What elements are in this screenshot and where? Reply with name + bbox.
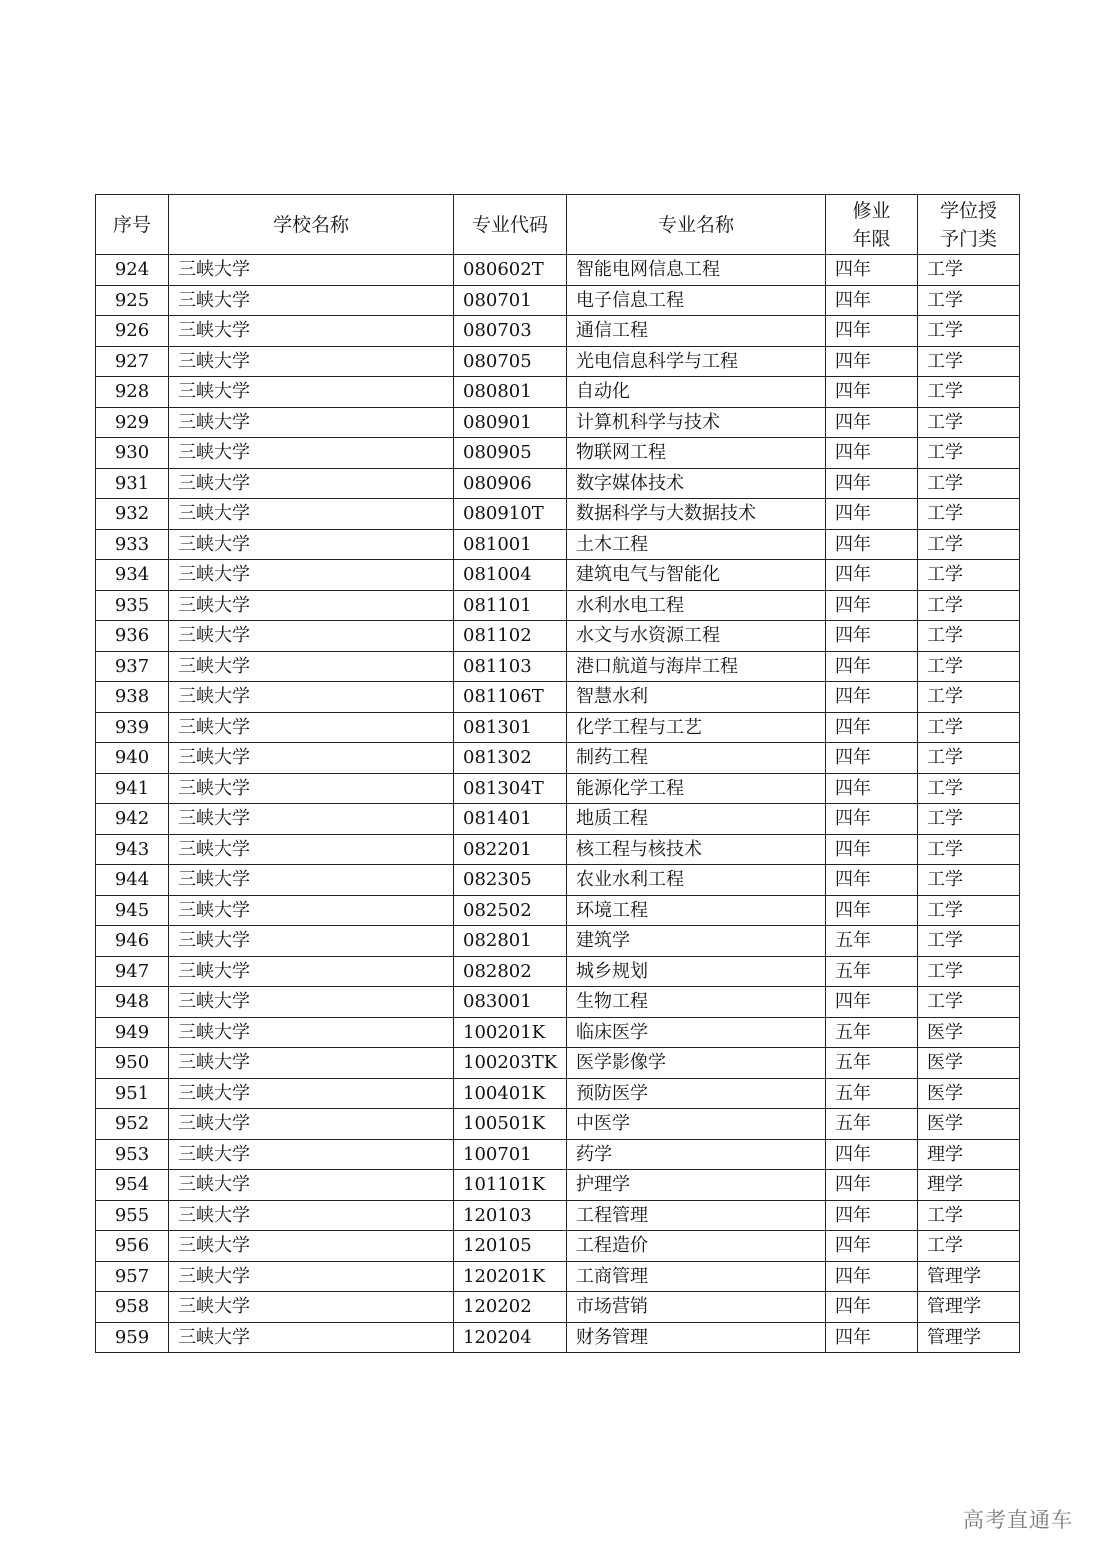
cell-degree-category: 工学 bbox=[918, 316, 1020, 347]
cell-major-name: 地质工程 bbox=[567, 804, 826, 835]
cell-major-code: 081401 bbox=[454, 804, 567, 835]
cell-major-name: 能源化学工程 bbox=[567, 773, 826, 804]
cell-duration: 四年 bbox=[826, 1261, 918, 1292]
cell-index: 935 bbox=[96, 590, 169, 621]
cell-school-name: 三峡大学 bbox=[169, 773, 454, 804]
cell-major-code: 081301 bbox=[454, 712, 567, 743]
cell-major-name: 护理学 bbox=[567, 1170, 826, 1201]
cell-index: 958 bbox=[96, 1292, 169, 1323]
cell-degree-category: 工学 bbox=[918, 865, 1020, 896]
cell-index: 926 bbox=[96, 316, 169, 347]
cell-major-code: 120202 bbox=[454, 1292, 567, 1323]
header-major-code: 专业代码 bbox=[454, 195, 567, 255]
cell-degree-category: 工学 bbox=[918, 529, 1020, 560]
table-row bbox=[96, 651, 1020, 682]
cell-duration: 四年 bbox=[826, 499, 918, 530]
cell-school-name: 三峡大学 bbox=[169, 1139, 454, 1170]
cell-major-code: 082502 bbox=[454, 895, 567, 926]
table-row bbox=[96, 499, 1020, 530]
table-row bbox=[96, 285, 1020, 316]
cell-duration: 四年 bbox=[826, 377, 918, 408]
table-row bbox=[96, 1139, 1020, 1170]
cell-major-code: 083001 bbox=[454, 987, 567, 1018]
cell-major-code: 120204 bbox=[454, 1322, 567, 1353]
cell-major-code: 080901 bbox=[454, 407, 567, 438]
cell-degree-category: 管理学 bbox=[918, 1322, 1020, 1353]
cell-major-code: 081106T bbox=[454, 682, 567, 713]
cell-school-name: 三峡大学 bbox=[169, 1078, 454, 1109]
cell-major-name: 生物工程 bbox=[567, 987, 826, 1018]
table-row bbox=[96, 529, 1020, 560]
cell-major-code: 101101K bbox=[454, 1170, 567, 1201]
header-duration bbox=[826, 195, 918, 255]
cell-index: 955 bbox=[96, 1200, 169, 1231]
cell-degree-category: 工学 bbox=[918, 1231, 1020, 1262]
table-row bbox=[96, 1200, 1020, 1231]
cell-major-code: 080910T bbox=[454, 499, 567, 530]
cell-duration: 四年 bbox=[826, 560, 918, 591]
cell-duration: 四年 bbox=[826, 773, 918, 804]
table-row bbox=[96, 1170, 1020, 1201]
cell-index: 945 bbox=[96, 895, 169, 926]
cell-school-name: 三峡大学 bbox=[169, 560, 454, 591]
table-row bbox=[96, 926, 1020, 957]
cell-school-name: 三峡大学 bbox=[169, 1200, 454, 1231]
cell-duration: 四年 bbox=[826, 285, 918, 316]
cell-major-code: 080905 bbox=[454, 438, 567, 469]
cell-degree-category: 工学 bbox=[918, 956, 1020, 987]
cell-major-code: 080906 bbox=[454, 468, 567, 499]
cell-duration: 五年 bbox=[826, 1078, 918, 1109]
cell-major-code: 082802 bbox=[454, 956, 567, 987]
cell-degree-category: 工学 bbox=[918, 377, 1020, 408]
cell-major-name: 工商管理 bbox=[567, 1261, 826, 1292]
cell-degree-category: 医学 bbox=[918, 1078, 1020, 1109]
cell-duration: 四年 bbox=[826, 1292, 918, 1323]
major-list-table bbox=[95, 194, 1020, 1353]
cell-duration: 四年 bbox=[826, 621, 918, 652]
cell-degree-category: 工学 bbox=[918, 255, 1020, 286]
cell-school-name: 三峡大学 bbox=[169, 834, 454, 865]
cell-school-name: 三峡大学 bbox=[169, 743, 454, 774]
table-row bbox=[96, 560, 1020, 591]
cell-major-name: 建筑电气与智能化 bbox=[567, 560, 826, 591]
cell-index: 924 bbox=[96, 255, 169, 286]
cell-degree-category: 工学 bbox=[918, 651, 1020, 682]
cell-school-name: 三峡大学 bbox=[169, 468, 454, 499]
cell-duration: 四年 bbox=[826, 712, 918, 743]
cell-major-code: 080801 bbox=[454, 377, 567, 408]
cell-degree-category: 工学 bbox=[918, 438, 1020, 469]
table-row bbox=[96, 1109, 1020, 1140]
table-row bbox=[96, 316, 1020, 347]
cell-major-name: 市场营销 bbox=[567, 1292, 826, 1323]
table-row bbox=[96, 1231, 1020, 1262]
cell-school-name: 三峡大学 bbox=[169, 987, 454, 1018]
cell-duration: 四年 bbox=[826, 255, 918, 286]
cell-index: 925 bbox=[96, 285, 169, 316]
cell-index: 943 bbox=[96, 834, 169, 865]
cell-index: 932 bbox=[96, 499, 169, 530]
cell-school-name: 三峡大学 bbox=[169, 651, 454, 682]
cell-index: 953 bbox=[96, 1139, 169, 1170]
table-row bbox=[96, 438, 1020, 469]
cell-major-code: 081302 bbox=[454, 743, 567, 774]
cell-index: 934 bbox=[96, 560, 169, 591]
cell-degree-category: 工学 bbox=[918, 682, 1020, 713]
table-row bbox=[96, 346, 1020, 377]
cell-index: 959 bbox=[96, 1322, 169, 1353]
table-row bbox=[96, 712, 1020, 743]
cell-index: 954 bbox=[96, 1170, 169, 1201]
cell-major-name: 城乡规划 bbox=[567, 956, 826, 987]
cell-school-name: 三峡大学 bbox=[169, 804, 454, 835]
cell-school-name: 三峡大学 bbox=[169, 590, 454, 621]
cell-index: 939 bbox=[96, 712, 169, 743]
table-row bbox=[96, 590, 1020, 621]
cell-school-name: 三峡大学 bbox=[169, 1231, 454, 1262]
watermark-text: 高考直通车 bbox=[963, 1508, 1073, 1532]
header-row bbox=[96, 195, 1020, 255]
cell-degree-category: 医学 bbox=[918, 1048, 1020, 1079]
cell-duration: 四年 bbox=[826, 1322, 918, 1353]
cell-index: 951 bbox=[96, 1078, 169, 1109]
cell-school-name: 三峡大学 bbox=[169, 377, 454, 408]
table-row bbox=[96, 1292, 1020, 1323]
table-row bbox=[96, 956, 1020, 987]
cell-duration: 四年 bbox=[826, 987, 918, 1018]
cell-major-code: 120201K bbox=[454, 1261, 567, 1292]
cell-major-code: 120105 bbox=[454, 1231, 567, 1262]
cell-duration: 四年 bbox=[826, 895, 918, 926]
cell-major-name: 工程造价 bbox=[567, 1231, 826, 1262]
cell-major-name: 农业水利工程 bbox=[567, 865, 826, 896]
cell-major-code: 081101 bbox=[454, 590, 567, 621]
cell-index: 936 bbox=[96, 621, 169, 652]
cell-school-name: 三峡大学 bbox=[169, 1322, 454, 1353]
cell-major-code: 080705 bbox=[454, 346, 567, 377]
cell-major-code: 081103 bbox=[454, 651, 567, 682]
cell-major-name: 财务管理 bbox=[567, 1322, 826, 1353]
cell-degree-category: 理学 bbox=[918, 1139, 1020, 1170]
cell-duration: 四年 bbox=[826, 834, 918, 865]
header-major-name: 专业名称 bbox=[567, 195, 826, 255]
cell-major-code: 080701 bbox=[454, 285, 567, 316]
cell-duration: 四年 bbox=[826, 1200, 918, 1231]
table-row bbox=[96, 1017, 1020, 1048]
cell-duration: 五年 bbox=[826, 1048, 918, 1079]
cell-duration: 五年 bbox=[826, 926, 918, 957]
cell-index: 940 bbox=[96, 743, 169, 774]
cell-duration: 四年 bbox=[826, 468, 918, 499]
cell-degree-category: 管理学 bbox=[918, 1261, 1020, 1292]
cell-major-code: 100203TK bbox=[454, 1048, 567, 1079]
header-degree-label: 学位授予门类 bbox=[939, 199, 997, 250]
cell-school-name: 三峡大学 bbox=[169, 865, 454, 896]
cell-school-name: 三峡大学 bbox=[169, 682, 454, 713]
table-row bbox=[96, 834, 1020, 865]
cell-major-name: 土木工程 bbox=[567, 529, 826, 560]
table-row bbox=[96, 377, 1020, 408]
cell-school-name: 三峡大学 bbox=[169, 438, 454, 469]
cell-major-name: 物联网工程 bbox=[567, 438, 826, 469]
cell-duration: 四年 bbox=[826, 865, 918, 896]
cell-major-name: 港口航道与海岸工程 bbox=[567, 651, 826, 682]
cell-major-name: 核工程与核技术 bbox=[567, 834, 826, 865]
cell-major-code: 081304T bbox=[454, 773, 567, 804]
table-row bbox=[96, 407, 1020, 438]
cell-school-name: 三峡大学 bbox=[169, 1109, 454, 1140]
cell-major-code: 082305 bbox=[454, 865, 567, 896]
cell-degree-category: 理学 bbox=[918, 1170, 1020, 1201]
cell-duration: 四年 bbox=[826, 316, 918, 347]
cell-degree-category: 工学 bbox=[918, 987, 1020, 1018]
cell-index: 937 bbox=[96, 651, 169, 682]
cell-school-name: 三峡大学 bbox=[169, 621, 454, 652]
table-row bbox=[96, 895, 1020, 926]
cell-major-name: 制药工程 bbox=[567, 743, 826, 774]
table-row bbox=[96, 468, 1020, 499]
cell-index: 938 bbox=[96, 682, 169, 713]
cell-major-code: 120103 bbox=[454, 1200, 567, 1231]
cell-major-code: 080602T bbox=[454, 255, 567, 286]
cell-degree-category: 工学 bbox=[918, 621, 1020, 652]
cell-duration: 四年 bbox=[826, 1231, 918, 1262]
cell-major-name: 自动化 bbox=[567, 377, 826, 408]
cell-duration: 四年 bbox=[826, 682, 918, 713]
header-index: 序号 bbox=[96, 195, 169, 255]
cell-major-name: 水文与水资源工程 bbox=[567, 621, 826, 652]
table-body bbox=[96, 255, 1020, 1353]
cell-major-code: 081102 bbox=[454, 621, 567, 652]
cell-duration: 四年 bbox=[826, 346, 918, 377]
cell-school-name: 三峡大学 bbox=[169, 956, 454, 987]
cell-school-name: 三峡大学 bbox=[169, 1292, 454, 1323]
cell-major-code: 081004 bbox=[454, 560, 567, 591]
cell-duration: 四年 bbox=[826, 651, 918, 682]
cell-duration: 四年 bbox=[826, 590, 918, 621]
cell-degree-category: 工学 bbox=[918, 773, 1020, 804]
cell-index: 930 bbox=[96, 438, 169, 469]
table-row bbox=[96, 865, 1020, 896]
cell-major-name: 临床医学 bbox=[567, 1017, 826, 1048]
table-row bbox=[96, 255, 1020, 286]
cell-degree-category: 工学 bbox=[918, 346, 1020, 377]
cell-school-name: 三峡大学 bbox=[169, 346, 454, 377]
cell-degree-category: 工学 bbox=[918, 804, 1020, 835]
cell-major-name: 建筑学 bbox=[567, 926, 826, 957]
cell-major-name: 预防医学 bbox=[567, 1078, 826, 1109]
cell-index: 927 bbox=[96, 346, 169, 377]
cell-major-name: 计算机科学与技术 bbox=[567, 407, 826, 438]
table-row bbox=[96, 743, 1020, 774]
cell-major-name: 电子信息工程 bbox=[567, 285, 826, 316]
cell-school-name: 三峡大学 bbox=[169, 712, 454, 743]
cell-school-name: 三峡大学 bbox=[169, 1261, 454, 1292]
cell-index: 946 bbox=[96, 926, 169, 957]
cell-index: 942 bbox=[96, 804, 169, 835]
cell-major-code: 081001 bbox=[454, 529, 567, 560]
cell-major-name: 环境工程 bbox=[567, 895, 826, 926]
cell-duration: 四年 bbox=[826, 1139, 918, 1170]
cell-degree-category: 工学 bbox=[918, 926, 1020, 957]
cell-degree-category: 工学 bbox=[918, 468, 1020, 499]
cell-degree-category: 工学 bbox=[918, 499, 1020, 530]
cell-major-name: 药学 bbox=[567, 1139, 826, 1170]
cell-major-name: 医学影像学 bbox=[567, 1048, 826, 1079]
cell-major-name: 工程管理 bbox=[567, 1200, 826, 1231]
cell-school-name: 三峡大学 bbox=[169, 1017, 454, 1048]
cell-duration: 四年 bbox=[826, 1170, 918, 1201]
cell-major-code: 100701 bbox=[454, 1139, 567, 1170]
cell-degree-category: 医学 bbox=[918, 1017, 1020, 1048]
table-row bbox=[96, 682, 1020, 713]
cell-index: 944 bbox=[96, 865, 169, 896]
header-duration-label: 修业年限 bbox=[852, 199, 891, 250]
cell-school-name: 三峡大学 bbox=[169, 926, 454, 957]
table-row bbox=[96, 987, 1020, 1018]
cell-major-name: 水利水电工程 bbox=[567, 590, 826, 621]
cell-school-name: 三峡大学 bbox=[169, 1048, 454, 1079]
cell-school-name: 三峡大学 bbox=[169, 285, 454, 316]
table-row bbox=[96, 1048, 1020, 1079]
cell-degree-category: 工学 bbox=[918, 712, 1020, 743]
cell-duration: 四年 bbox=[826, 407, 918, 438]
cell-major-name: 数字媒体技术 bbox=[567, 468, 826, 499]
header-degree-category bbox=[918, 195, 1020, 255]
table-row bbox=[96, 1078, 1020, 1109]
cell-degree-category: 工学 bbox=[918, 834, 1020, 865]
cell-school-name: 三峡大学 bbox=[169, 895, 454, 926]
cell-major-name: 智能电网信息工程 bbox=[567, 255, 826, 286]
cell-school-name: 三峡大学 bbox=[169, 407, 454, 438]
cell-school-name: 三峡大学 bbox=[169, 529, 454, 560]
cell-major-code: 100201K bbox=[454, 1017, 567, 1048]
cell-index: 950 bbox=[96, 1048, 169, 1079]
cell-degree-category: 工学 bbox=[918, 743, 1020, 774]
cell-index: 931 bbox=[96, 468, 169, 499]
table-row bbox=[96, 804, 1020, 835]
header-school-name: 学校名称 bbox=[169, 195, 454, 255]
cell-index: 929 bbox=[96, 407, 169, 438]
cell-duration: 四年 bbox=[826, 438, 918, 469]
cell-index: 956 bbox=[96, 1231, 169, 1262]
cell-school-name: 三峡大学 bbox=[169, 255, 454, 286]
table-row bbox=[96, 773, 1020, 804]
cell-index: 941 bbox=[96, 773, 169, 804]
cell-duration: 五年 bbox=[826, 1017, 918, 1048]
cell-degree-category: 医学 bbox=[918, 1109, 1020, 1140]
cell-duration: 四年 bbox=[826, 743, 918, 774]
cell-duration: 四年 bbox=[826, 529, 918, 560]
cell-index: 948 bbox=[96, 987, 169, 1018]
cell-major-name: 通信工程 bbox=[567, 316, 826, 347]
cell-major-code: 082801 bbox=[454, 926, 567, 957]
cell-duration: 五年 bbox=[826, 1109, 918, 1140]
cell-index: 947 bbox=[96, 956, 169, 987]
table-row bbox=[96, 1322, 1020, 1353]
cell-major-name: 光电信息科学与工程 bbox=[567, 346, 826, 377]
table-row bbox=[96, 621, 1020, 652]
cell-degree-category: 工学 bbox=[918, 285, 1020, 316]
cell-degree-category: 工学 bbox=[918, 590, 1020, 621]
cell-major-code: 080703 bbox=[454, 316, 567, 347]
cell-index: 933 bbox=[96, 529, 169, 560]
cell-major-name: 智慧水利 bbox=[567, 682, 826, 713]
cell-major-name: 化学工程与工艺 bbox=[567, 712, 826, 743]
cell-major-code: 082201 bbox=[454, 834, 567, 865]
cell-major-code: 100401K bbox=[454, 1078, 567, 1109]
cell-degree-category: 工学 bbox=[918, 1200, 1020, 1231]
cell-school-name: 三峡大学 bbox=[169, 499, 454, 530]
cell-degree-category: 工学 bbox=[918, 407, 1020, 438]
cell-duration: 五年 bbox=[826, 956, 918, 987]
cell-index: 952 bbox=[96, 1109, 169, 1140]
cell-degree-category: 管理学 bbox=[918, 1292, 1020, 1323]
cell-degree-category: 工学 bbox=[918, 560, 1020, 591]
cell-school-name: 三峡大学 bbox=[169, 1170, 454, 1201]
cell-index: 949 bbox=[96, 1017, 169, 1048]
table-row bbox=[96, 1261, 1020, 1292]
cell-major-name: 中医学 bbox=[567, 1109, 826, 1140]
cell-major-name: 数据科学与大数据技术 bbox=[567, 499, 826, 530]
cell-index: 957 bbox=[96, 1261, 169, 1292]
cell-duration: 四年 bbox=[826, 804, 918, 835]
cell-degree-category: 工学 bbox=[918, 895, 1020, 926]
cell-index: 928 bbox=[96, 377, 169, 408]
table-header bbox=[96, 195, 1020, 255]
cell-major-code: 100501K bbox=[454, 1109, 567, 1140]
cell-school-name: 三峡大学 bbox=[169, 316, 454, 347]
